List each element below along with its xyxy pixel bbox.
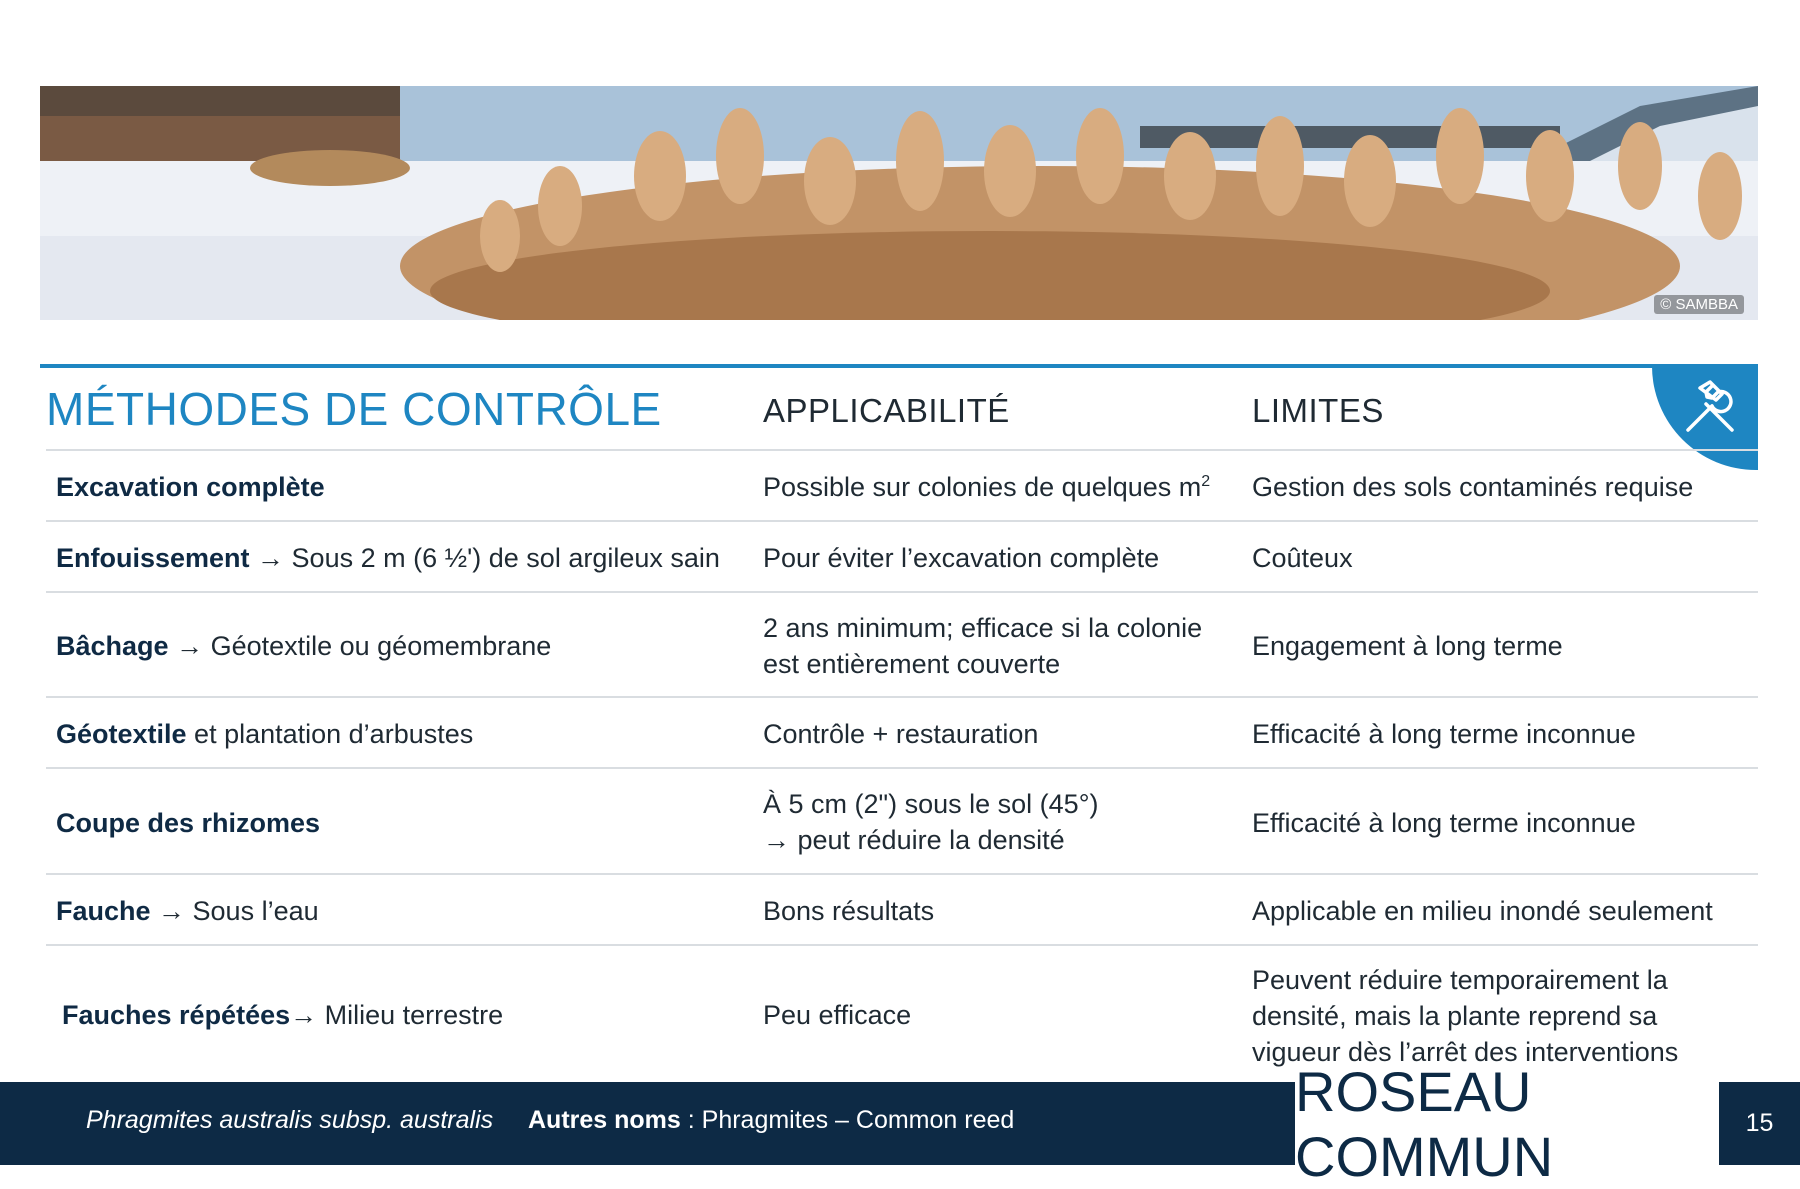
table-row-applicability: Contrôle + restauration [763, 719, 1039, 749]
footer-other-names: Autres noms : Phragmites – Common reed [528, 1106, 1015, 1134]
table-row-applicability: 2 ans minimum; efficace si la colonie est entièrement couverte [763, 613, 1203, 679]
tools-icon [1678, 376, 1742, 440]
table-row-method: Enfouissement → Sous 2 m (6 ½') de sol argileux sain [56, 543, 720, 573]
table-row-applicability: Pour éviter l’excavation complète [763, 543, 1160, 573]
table-row-method: Fauche → Sous l’eau [56, 896, 319, 926]
banner-photo [40, 86, 1758, 320]
row-divider [46, 696, 1758, 698]
footer-title: ROSEAU COMMUN [1295, 1059, 1554, 1188]
column-header-applicability: APPLICABILITÉ [763, 392, 1010, 429]
table-row-limits: Gestion des sols contaminés requise [1252, 472, 1694, 502]
table-row-limits: Engagement à long terme [1252, 631, 1563, 661]
table-row-method: Géotextile et plantation d’arbustes [56, 719, 474, 749]
table-row-limits: Applicable en milieu inondé seulement [1252, 896, 1713, 926]
photo-credit: © SAMBBA [1654, 295, 1744, 314]
row-divider [46, 520, 1758, 522]
reeds-snow-landscape [40, 86, 1758, 320]
table-row-applicability: Possible sur colonies de quelques $m^2$ [763, 472, 1211, 502]
row-divider [46, 591, 1758, 593]
table-row-limits: Efficacité à long terme inconnue [1252, 719, 1636, 749]
page-number: 15 [1719, 1082, 1800, 1165]
row-divider [46, 449, 1758, 451]
table-row-limits: Coûteux [1252, 543, 1353, 573]
row-divider [46, 944, 1758, 946]
table-row-applicability: Peu efficace [763, 1000, 912, 1030]
row-divider [46, 767, 1758, 769]
table-row-applicability: Bons résultats [763, 896, 935, 926]
table-row-applicability: À 5 cm (2") sous le sol (45°) → peut réduire la densité [763, 789, 1099, 855]
table-row-limits: Efficacité à long terme inconnue [1252, 808, 1636, 838]
table-row-method: Coupe des rhizomes [56, 808, 321, 838]
table-row-method: Fauches répétées→ Milieu terrestre [62, 1000, 504, 1030]
section-rule [40, 364, 1758, 368]
footer-species-name: Phragmites australis subsp. australis [86, 1106, 494, 1134]
column-header-limits: LIMITES [1252, 392, 1384, 429]
table-row-method: Excavation complète [56, 472, 325, 502]
tools-corner-badge [1652, 366, 1758, 470]
section-title: MÉTHODES DE CONTRÔLE [46, 383, 662, 435]
row-divider [46, 873, 1758, 875]
table-row-method: Bâchage → Géotextile ou géomembrane [56, 631, 552, 661]
table-row-limits: Peuvent réduire temporairement la densité, mais la plante reprend sa vigueur dès l’arrêt des interventions [1252, 965, 1679, 1067]
